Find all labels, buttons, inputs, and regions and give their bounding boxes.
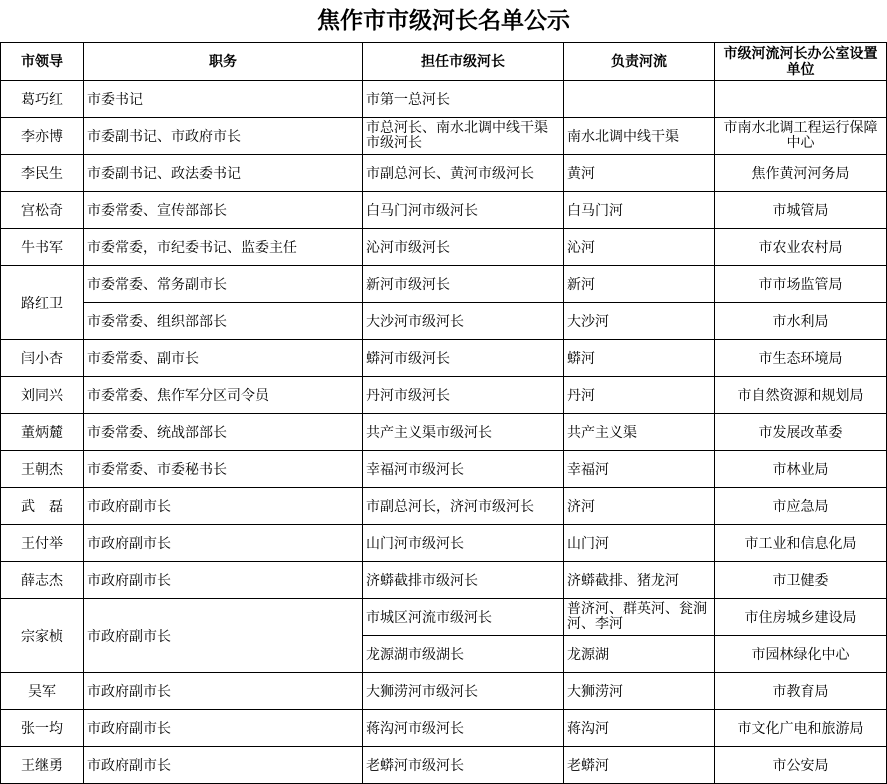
chief-cell: 白马门河市级河长 [363,192,564,229]
duty-cell: 市委副书记、政法委书记 [84,155,363,192]
leader-cell: 宗家桢 [1,599,84,673]
chief-cell: 老蟒河市级河长 [363,747,564,784]
office-cell: 市生态环境局 [715,340,887,377]
chief-cell: 市副总河长、黄河市级河长 [363,155,564,192]
header-office: 市级河流河长办公室设置单位 [715,43,887,81]
table-header-row [1,43,887,81]
river-cell: 蟒河 [564,340,715,377]
river-cell: 老蟒河 [564,747,715,784]
duty-cell: 市政府副市长 [84,673,363,710]
river-cell: 龙源湖 [564,636,715,673]
chief-cell: 济蟒截排市级河长 [363,562,564,599]
table-row [1,488,887,525]
office-cell: 市工业和信息化局 [715,525,887,562]
leader-cell: 刘同兴 [1,377,84,414]
table-row [1,192,887,229]
table-row [1,673,887,710]
leader-cell: 闫小杏 [1,340,84,377]
river-chief-table [0,42,887,784]
leader-cell: 吴军 [1,673,84,710]
chief-cell: 市第一总河长 [363,81,564,118]
table-row [1,229,887,266]
chief-cell: 沁河市级河长 [363,229,564,266]
leader-cell: 董炳麓 [1,414,84,451]
river-cell: 黄河 [564,155,715,192]
river-cell: 蒋沟河 [564,710,715,747]
river-cell: 丹河 [564,377,715,414]
office-cell: 市应急局 [715,488,887,525]
table-row [1,81,887,118]
table-row [1,118,887,155]
table-row [1,266,887,303]
duty-cell: 市委常委、焦作军分区司令员 [84,377,363,414]
table-row [1,303,887,340]
office-cell: 焦作黄河河务局 [715,155,887,192]
chief-cell: 山门河市级河长 [363,525,564,562]
office-cell: 市园林绿化中心 [715,636,887,673]
river-cell: 大狮涝河 [564,673,715,710]
leader-cell: 张一均 [1,710,84,747]
duty-cell: 市委常委、市委秘书长 [84,451,363,488]
river-cell: 共产主义渠 [564,414,715,451]
chief-cell: 幸福河市级河长 [363,451,564,488]
chief-cell: 市副总河长，济河市级河长 [363,488,564,525]
leader-cell: 薛志杰 [1,562,84,599]
river-cell: 南水北调中线干渠 [564,118,715,155]
duty-cell: 市委常委、副市长 [84,340,363,377]
duty-cell: 市政府副市长 [84,488,363,525]
chief-cell: 丹河市级河长 [363,377,564,414]
duty-cell: 市委常委、组织部部长 [84,303,363,340]
office-cell: 市水利局 [715,303,887,340]
header-chief: 担任市级河长 [363,43,564,81]
chief-cell: 大狮涝河市级河长 [363,673,564,710]
page-title: 焦作市市级河长名单公示 [317,7,570,34]
table-row [1,747,887,784]
office-cell: 市卫健委 [715,562,887,599]
chief-cell: 共产主义渠市级河长 [363,414,564,451]
leader-cell: 武 磊 [1,488,84,525]
table-row [1,377,887,414]
leader-cell: 李亦博 [1,118,84,155]
duty-cell: 市政府副市长 [84,562,363,599]
river-cell: 幸福河 [564,451,715,488]
office-cell: 市公安局 [715,747,887,784]
table-row [1,340,887,377]
duty-cell: 市委书记 [84,81,363,118]
table-row [1,710,887,747]
office-cell: 市农业农村局 [715,229,887,266]
office-cell [715,81,887,118]
river-cell: 济河 [564,488,715,525]
river-cell: 山门河 [564,525,715,562]
duty-cell: 市委常委、常务副市长 [84,266,363,303]
table-row [1,562,887,599]
header-duty: 职务 [84,43,363,81]
river-cell: 普济河、群英河、瓮涧河、李河 [564,599,715,636]
chief-cell: 市总河长、南水北调中线干渠市级河长 [363,118,564,155]
chief-cell: 蟒河市级河长 [363,340,564,377]
office-cell: 市自然资源和规划局 [715,377,887,414]
duty-cell: 市政府副市长 [84,747,363,784]
river-cell: 大沙河 [564,303,715,340]
table-row [1,451,887,488]
office-cell: 市城管局 [715,192,887,229]
leader-cell: 王继勇 [1,747,84,784]
office-cell: 市住房城乡建设局 [715,599,887,636]
duty-cell: 市委副书记、市政府市长 [84,118,363,155]
chief-cell: 新河市级河长 [363,266,564,303]
duty-cell: 市委常委，市纪委书记、监委主任 [84,229,363,266]
duty-cell: 市政府副市长 [84,710,363,747]
chief-cell: 龙源湖市级湖长 [363,636,564,673]
chief-cell: 大沙河市级河长 [363,303,564,340]
river-cell [564,81,715,118]
duty-cell: 市委常委、统战部部长 [84,414,363,451]
river-cell: 沁河 [564,229,715,266]
office-cell: 市教育局 [715,673,887,710]
office-cell: 市文化广电和旅游局 [715,710,887,747]
table-row [1,599,887,636]
river-cell: 济蟒截排、猪龙河 [564,562,715,599]
header-leader: 市领导 [1,43,84,81]
table-row [1,525,887,562]
leader-cell: 葛巧红 [1,81,84,118]
river-cell: 新河 [564,266,715,303]
table-row [1,414,887,451]
duty-cell: 市委常委、宣传部部长 [84,192,363,229]
river-cell: 白马门河 [564,192,715,229]
leader-cell: 王付举 [1,525,84,562]
office-cell: 市林业局 [715,451,887,488]
leader-cell: 牛书军 [1,229,84,266]
leader-cell: 王朝杰 [1,451,84,488]
leader-cell: 路红卫 [1,266,84,340]
office-cell: 市南水北调工程运行保障中心 [715,118,887,155]
leader-cell: 宫松奇 [1,192,84,229]
office-cell: 市发展改革委 [715,414,887,451]
table-row [1,155,887,192]
duty-cell: 市政府副市长 [84,525,363,562]
leader-cell: 李民生 [1,155,84,192]
chief-cell: 蒋沟河市级河长 [363,710,564,747]
office-cell: 市市场监管局 [715,266,887,303]
header-river: 负责河流 [564,43,715,81]
duty-cell: 市政府副市长 [84,599,363,673]
chief-cell: 市城区河流市级河长 [363,599,564,636]
